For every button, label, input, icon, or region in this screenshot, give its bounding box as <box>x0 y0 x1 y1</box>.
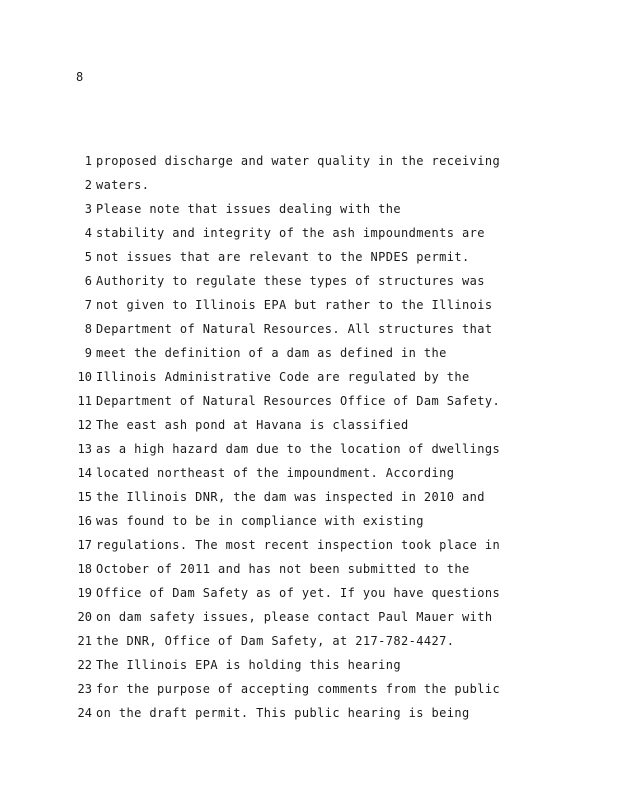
line-number: 19 <box>77 586 92 600</box>
transcript-line <box>72 609 592 633</box>
transcript-line <box>72 345 592 369</box>
line-text: meet the definition of a dam as defined in the <box>96 346 447 360</box>
line-text: for the purpose of accepting comments from the public <box>96 682 501 696</box>
line-number: 23 <box>77 682 92 696</box>
line-number: 24 <box>77 706 92 720</box>
line-number: 2 <box>84 178 92 192</box>
line-text: The Illinois EPA is holding this hearing <box>96 658 401 672</box>
transcript-line <box>72 585 592 609</box>
line-text: proposed discharge and water quality in the receiving <box>96 154 501 168</box>
transcript-line <box>72 489 592 513</box>
transcript-line <box>72 177 592 201</box>
page-number: 8 <box>76 70 84 84</box>
line-text: The east ash pond at Havana is classified <box>96 418 409 432</box>
line-number: 14 <box>77 466 92 480</box>
line-text: Authority to regulate these types of structures was <box>96 274 485 288</box>
transcript-line <box>72 369 592 393</box>
transcript-line <box>72 417 592 441</box>
line-number: 22 <box>77 658 92 672</box>
line-number: 13 <box>77 442 92 456</box>
line-text: October of 2011 and has not been submitted to the <box>96 562 470 576</box>
transcript-line <box>72 465 592 489</box>
line-text: located northeast of the impoundment. According <box>96 466 455 480</box>
line-number: 12 <box>77 418 92 432</box>
line-number: 5 <box>84 250 92 264</box>
line-text: Illinois Administrative Code are regulated by the <box>96 370 470 384</box>
transcript-line <box>72 321 592 345</box>
line-text: Department of Natural Resources. All structures that <box>96 322 493 336</box>
line-number: 7 <box>84 298 92 312</box>
transcript-line <box>72 201 592 225</box>
line-text: waters. <box>96 178 150 192</box>
line-number: 18 <box>77 562 92 576</box>
line-text: on the draft permit. This public hearing is being <box>96 706 470 720</box>
line-number: 10 <box>77 370 92 384</box>
transcript-line <box>72 393 592 417</box>
transcript-line <box>72 441 592 465</box>
line-number: 8 <box>84 322 92 336</box>
line-text: was found to be in compliance with existing <box>96 514 424 528</box>
line-number: 6 <box>84 274 92 288</box>
line-number: 9 <box>84 346 92 360</box>
line-number: 3 <box>84 202 92 216</box>
transcript-body <box>72 153 592 729</box>
line-text: regulations. The most recent inspection took place in <box>96 538 501 552</box>
line-text: not given to Illinois EPA but rather to the Illinois <box>96 298 493 312</box>
transcript-line <box>72 681 592 705</box>
transcript-line <box>72 513 592 537</box>
transcript-line <box>72 561 592 585</box>
line-number: 21 <box>77 634 92 648</box>
line-text: Please note that issues dealing with the <box>96 202 401 216</box>
line-text: as a high hazard dam due to the location of dwellings <box>96 442 501 456</box>
line-number: 16 <box>77 514 92 528</box>
line-text: stability and integrity of the ash impoundments are <box>96 226 485 240</box>
line-number: 17 <box>77 538 92 552</box>
line-number: 15 <box>77 490 92 504</box>
line-number: 1 <box>84 154 92 168</box>
transcript-line <box>72 297 592 321</box>
line-text: not issues that are relevant to the NPDES permit. <box>96 250 470 264</box>
transcript-line <box>72 249 592 273</box>
transcript-line <box>72 633 592 657</box>
transcript-line <box>72 705 592 729</box>
transcript-line <box>72 225 592 249</box>
line-text: on dam safety issues, please contact Paul Mauer with <box>96 610 493 624</box>
transcript-line <box>72 657 592 681</box>
line-text: Office of Dam Safety as of yet. If you have questions <box>96 586 501 600</box>
line-text: the Illinois DNR, the dam was inspected in 2010 and <box>96 490 485 504</box>
line-number: 11 <box>77 394 92 408</box>
line-text: Department of Natural Resources Office of Dam Safety. <box>96 394 501 408</box>
line-number: 20 <box>77 610 92 624</box>
transcript-line <box>72 273 592 297</box>
transcript-line <box>72 537 592 561</box>
line-number: 4 <box>84 226 92 240</box>
transcript-line <box>72 153 592 177</box>
line-text: the DNR, Office of Dam Safety, at 217-782-4427. <box>96 634 455 648</box>
